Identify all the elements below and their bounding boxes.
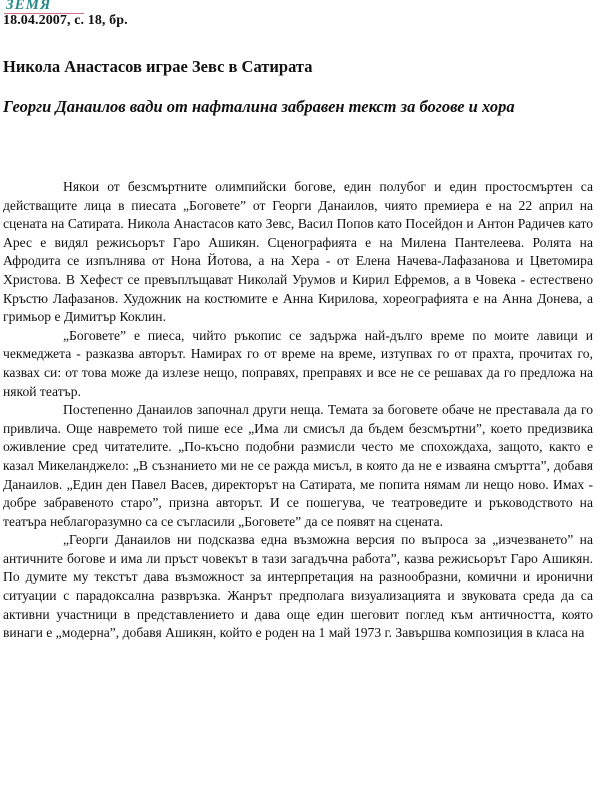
dateline: 18.04.2007, с. 18, бр.: [3, 13, 128, 28]
article-body: [3, 178, 593, 643]
paragraph: Някои от безсмъртните олимпийски богове, един полубог и един простосмъртен са действащите лица в пиесата „Боговете” от Георги Данаилов, чиято премиера е на 22 април на сцената на Сатирата. Никола Анастасов като Зевс, Васил Попов като Посейдон и Антон Радичев като Арес е видял режисьорът Гаро Ашикян. Сценографията е на Милена Пантелеева. Ролята на Афродита се изпълнява от Нона Йотова, а на Хера - от Елена Начева-Лафазанова и Цветомира Христова. В Хефест се превъплъщават Николай Урумов и Кирил Ефремов, а в Човека - естествено Кръстю Лафазанов. Художник на костюмите е Анна Кирилова, хореографията е на Анна Донева, а гримьор е Димитър Коклин.: [3, 179, 593, 325]
article-subheadline: Георги Данаилов вади от нафталина забравен текст за богове и хора: [3, 97, 515, 116]
article-headline: Никола Анастасов играе Зевс в Сатирата: [3, 57, 313, 76]
paragraph: „Боговете” е пиеса, чийто ръкопис се задържа най-дълго време по моите лавици и чекмеджета - разказва авторът. Намирах го от време на време, изтупвах го от прахта, прочитах го, казвах си: от това може да излезе нещо, поправях, преправях и все не се решавах да го предложа на някой театър.: [3, 327, 593, 399]
logo-text: ЗЕМЯ: [6, 0, 52, 13]
paragraph: „Георги Данаилов ни подсказва една възможна версия по въпроса за „изчезването” на античните богове и има ли пръст човекът в тази загадъчна работа”, казва режисьорът Гаро Ашикян. По думите му текстът дава възможност за интерпретация на разнообразни, комични и иронични ситуации с парадоксална развръзка. Жанрът предполага визуализацията и звуковата среда да са активни участници в представлението и дава още един шеговит поглед към античността, която винаги е „модерна”, добавя Ашикян, който е роден на 1 май 1973 г. Завършва композиция в класа на: [3, 532, 593, 641]
paragraph: Постепенно Данаилов започнал други неща. Темата за боговете обаче не преставала да го привлича. Още навремето той пише есе „Има ли смисъл да бъдем безсмъртни”, което предизвика оживление сред читателите. „По-късно подобни размисли често ме спохождаха, защото, както е казал Микеланджело: „В съзнанието ми не се ражда мисъл, в която да не е изваяна смъртта”, добавя Данаилов. „Един ден Павел Васев, директорът на Сатирата, ме попита нямам ли нещо ново. Имах - добре забравеното старо”, призна авторът. И се пошегува, че театроведите и ръководството на театъра неблагоразумно са се съгласили „Боговете” да се появят на сцената.: [3, 402, 593, 529]
publication-logo: [4, 0, 86, 14]
